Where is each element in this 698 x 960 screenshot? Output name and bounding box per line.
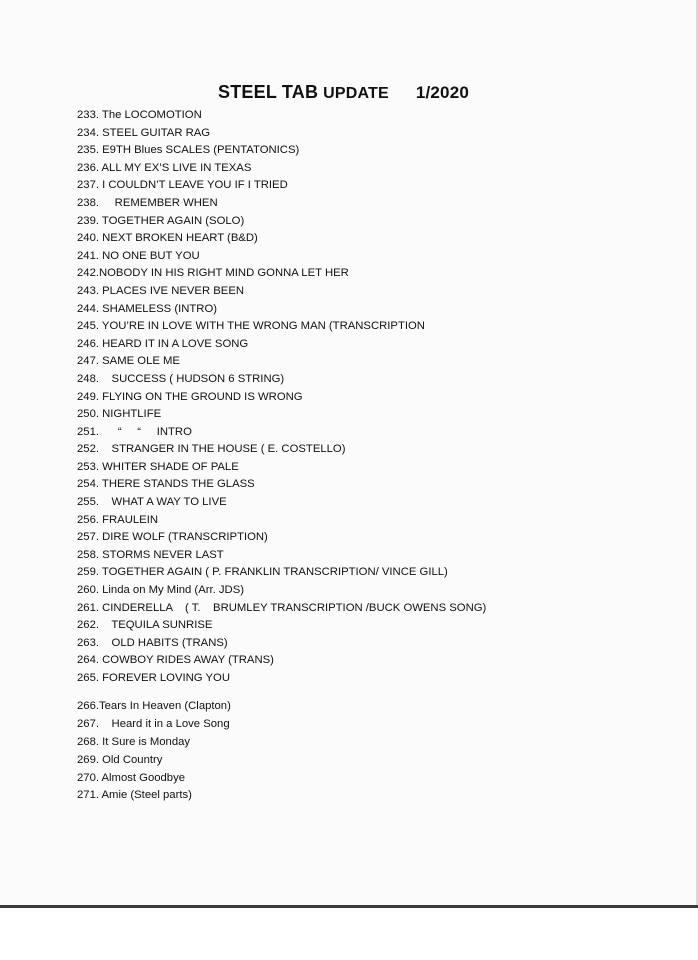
list-item: 255. WHAT A WAY TO LIVE	[77, 496, 227, 509]
list-item: 252. STRANGER IN THE HOUSE ( E. COSTELLO)	[77, 443, 346, 456]
list-item: 243. PLACES IVE NEVER BEEN	[77, 284, 245, 297]
list-item: 248. SUCCESS ( HUDSON 6 STRING)	[77, 372, 285, 385]
list-item: 270. Almost Goodbye	[77, 771, 186, 784]
list-item: 241. NO ONE BUT YOU	[77, 249, 200, 262]
list-item: 271. Amie (Steel parts)	[77, 789, 192, 802]
list-item: 244. SHAMELESS (INTRO)	[77, 302, 217, 315]
list-item: 257. DIRE WOLF (TRANSCRIPTION)	[77, 531, 268, 544]
list-item: 233. The LOCOMOTION	[77, 109, 202, 121]
list-item: 251. “ “ INTRO	[77, 425, 192, 438]
list-item: 261. CINDERELLA ( T. BRUMLEY TRANSCRIPTION /BUCK OWENS SONG)	[77, 601, 487, 614]
list-item: 260. Linda on My Mind (Arr. JDS)	[77, 584, 245, 597]
list-item: 254. THERE STANDS THE GLASS	[77, 478, 255, 491]
list-item: 267. Heard it in a Love Song	[77, 717, 230, 730]
list-item: 269. Old Country	[77, 753, 163, 766]
list-item: 259. TOGETHER AGAIN ( P. FRANKLIN TRANSCRIPTION/ VINCE GILL)	[77, 566, 448, 579]
list-item: 263. OLD HABITS (TRANS)	[77, 636, 228, 649]
list-item: 239. TOGETHER AGAIN (SOLO)	[77, 214, 245, 227]
title-update: UPDATE	[323, 85, 389, 102]
list-item: 240. NEXT BROKEN HEART (B&D)	[77, 232, 258, 245]
list-item: 264. COWBOY RIDES AWAY (TRANS)	[77, 654, 274, 667]
list-item: 253. WHITER SHADE OF PALE	[77, 460, 239, 473]
list-item: 235. E9TH Blues SCALES (PENTATONICS)	[77, 144, 300, 157]
song-list	[77, 107, 486, 688]
scanner-margin	[0, 908, 698, 960]
list-item: 249. FLYING ON THE GROUND IS WRONG	[77, 390, 303, 403]
list-item: 237. I COULDN’T LEAVE YOU IF I TRIED	[77, 179, 288, 192]
song-list-continued	[77, 698, 231, 805]
list-item: 250. NIGHTLIFE	[77, 408, 162, 421]
list-item: 268. It Sure is Monday	[77, 735, 191, 748]
list-item: 258. STORMS NEVER LAST	[77, 548, 224, 561]
list-item: 246. HEARD IT IN A LOVE SONG	[77, 337, 249, 350]
list-item: 242.NOBODY IN HIS RIGHT MIND GONNA LET HER	[77, 267, 349, 280]
list-item: 265. FOREVER LOVING YOU	[77, 672, 230, 684]
list-item: 238. REMEMBER WHEN	[77, 196, 218, 209]
list-item: 234. STEEL GUITAR RAG	[77, 126, 211, 139]
page-title	[218, 82, 469, 103]
title-date: 1/2020	[415, 83, 470, 102]
list-item: 256. FRAULEIN	[77, 513, 158, 526]
list-item: 247. SAME OLE ME	[77, 355, 180, 368]
list-item: 236. ALL MY EX’S LIVE IN TEXAS	[77, 161, 252, 174]
list-item: 262. TEQUILA SUNRISE	[77, 619, 213, 632]
title-steel-tab: STEEL TAB	[218, 82, 319, 102]
list-item: 266.Tears In Heaven (Clapton)	[77, 700, 231, 712]
list-item: 245. YOU’RE IN LOVE WITH THE WRONG MAN (TRANSCRIPTION	[77, 320, 425, 333]
